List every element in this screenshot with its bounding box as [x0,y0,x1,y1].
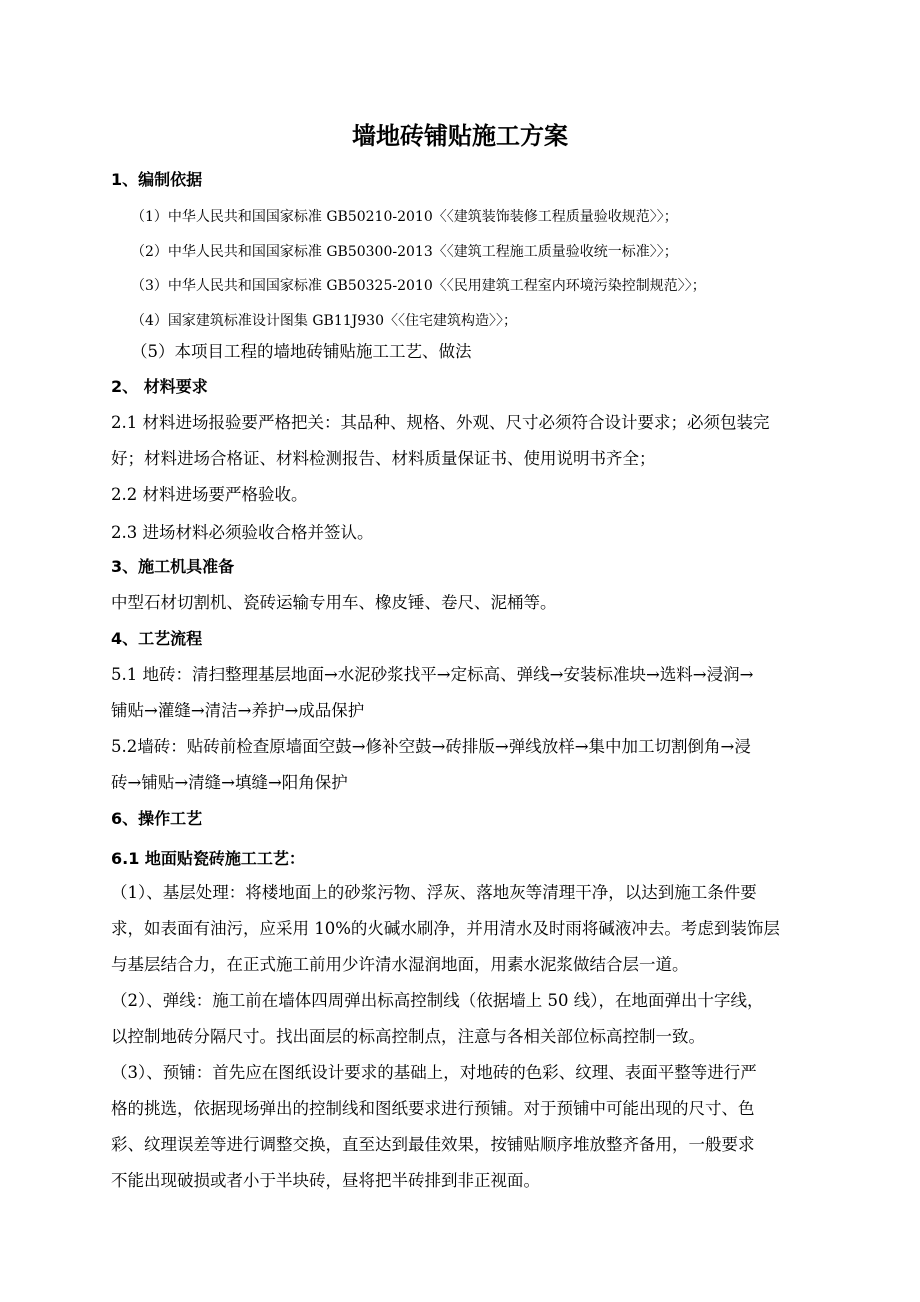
step-1-line-2: 求，如表面有油污，应采用 10%的火碱水刷净，并用清水及时雨将碱液冲去。考虑到装饰层 [111,919,780,938]
step-1-line-3: 与基层结合力，在正式施工前用少许清水湿润地面，用素水泥浆做结合层一道。 [111,955,689,974]
reference-item-3: （3）中华人民共和国国家标准 GB50325-2010〈〈民用建筑工程室内环境污染控制规范〉〉； [131,278,706,294]
materials-paragraph-2: 2.2 材料进场要严格验收。 [111,485,308,504]
step-1-line-1: （1）、基层处理：将楼地面上的砂浆污物、浮灰、落地灰等清理干净，以达到施工条件要 [111,883,757,902]
reference-item-2: （2）中华人民共和国国家标准 GB50300-2013〈〈建筑工程施工质量验收统一标准〉〉； [131,244,678,260]
materials-paragraph-1-line-2: 好；材料进场合格证、材料检测报告、材料质量保证书、使用说明书齐全； [111,449,656,468]
tools-list: 中型石材切割机、瓷砖运输专用车、橡皮锤、卷尺、泥桶等。 [111,593,557,612]
materials-paragraph-1-line-1: 2.1 材料进场报验要严格把关：其品种、规格、外观、尺寸必须符合设计要求；必须包装完 [111,413,770,432]
step-2-line-2: 以控制地砖分隔尺寸。找出面层的标高控制点，注意与各相关部位标高控制一致。 [111,1027,705,1046]
step-3-line-1: （3）、预铺：首先应在图纸设计要求的基础上，对地砖的色彩、纹理、表面平整等进行严 [111,1063,757,1082]
section-1-heading: 1、编制依据 [111,170,203,189]
section-3-heading: 3、施工机具准备 [111,557,235,576]
section-6-1-heading: 6.1 地面贴瓷砖施工工艺： [111,849,305,868]
floor-tile-process-line-1: 5.1 地砖：清扫整理基层地面→水泥砂浆找平→定标高、弹线→安装标准块→选料→浸润→ [111,665,754,684]
step-2-line-1: （2）、弹线：施工前在墙体四周弹出标高控制线（依据墙上 50 线），在地面弹出十字线， [111,991,764,1010]
reference-item-5: （5）本项目工程的墙地砖铺贴施工工艺、做法 [131,342,472,361]
page-title: 墙地砖铺贴施工方案 [352,121,568,150]
step-3-line-2: 格的挑选，依据现场弹出的控制线和图纸要求进行预铺。对于预铺中可能出现的尺寸、色 [111,1099,755,1118]
reference-item-1: （1）中华人民共和国国家标准 GB50210-2010〈〈建筑装饰装修工程质量验收规范〉〉； [131,209,678,225]
wall-tile-process-line-1: 5.2墙砖：贴砖前检查原墙面空鼓→修补空鼓→砖排版→弹线放样→集中加工切割倒角→浸 [111,737,751,756]
floor-tile-process-line-2: 铺贴→灌缝→清洁→养护→成品保护 [111,701,365,720]
materials-paragraph-3: 2.3 进场材料必须验收合格并签认。 [111,523,374,542]
step-3-line-4: 不能出现破损或者小于半块砖，昼将把半砖排到非正视面。 [111,1171,540,1190]
section-6-heading: 6、操作工艺 [111,809,203,828]
reference-item-4: （4）国家建筑标准设计图集 GB11J930〈〈住宅建筑构造〉〉； [131,313,517,329]
section-2-heading: 2、 材料要求 [111,377,208,396]
wall-tile-process-line-2: 砖→铺贴→清缝→填缝→阳角保护 [111,773,348,792]
step-3-line-3: 彩、纹理误差等进行调整交换，直至达到最佳效果，按铺贴顺序堆放整齐备用，一般要求 [111,1135,755,1154]
section-4-heading: 4、工艺流程 [111,629,203,648]
